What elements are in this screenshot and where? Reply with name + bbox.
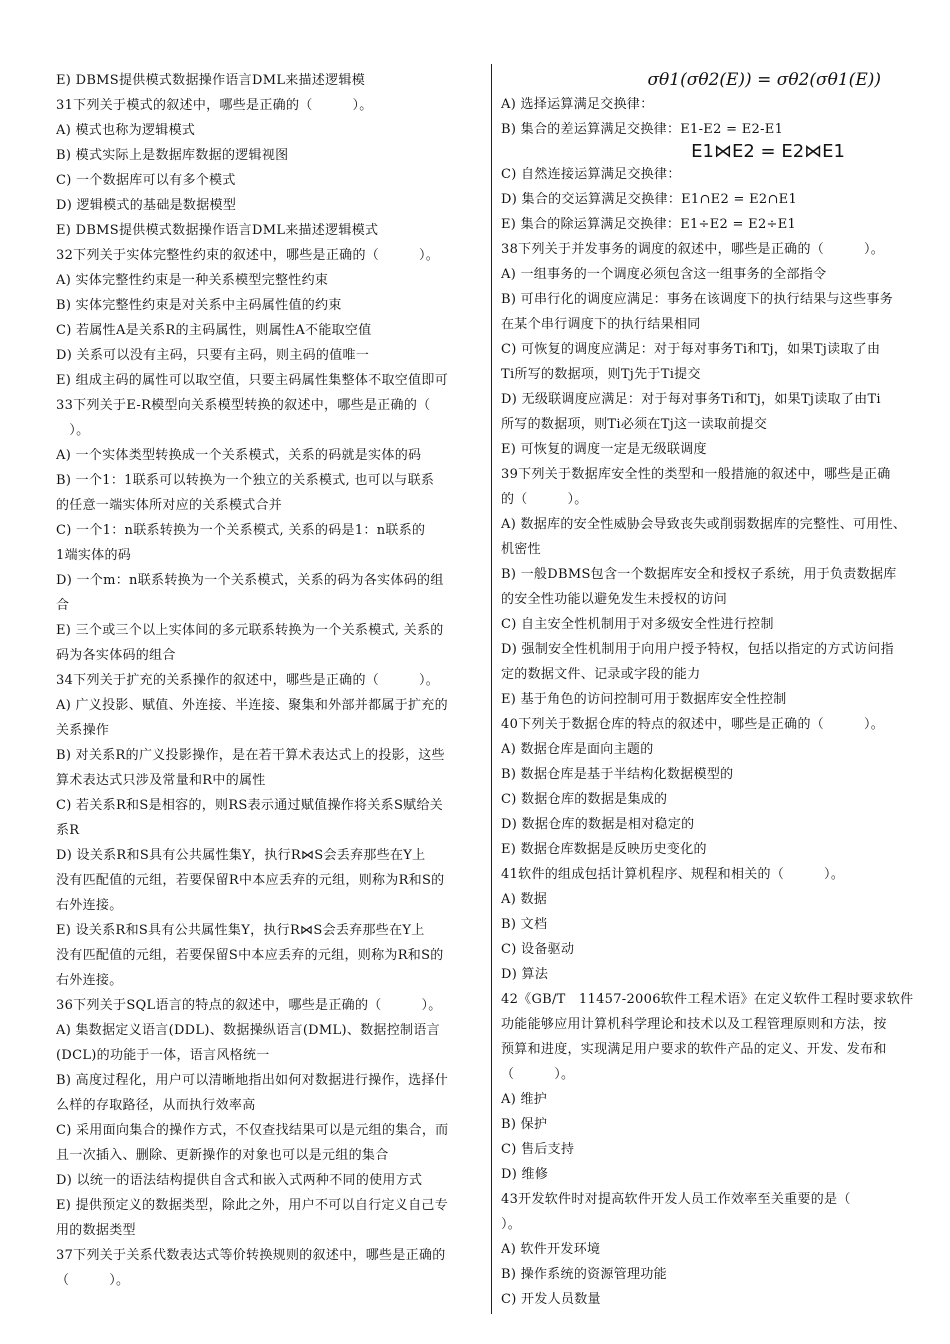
right-text-line: Ti所写的数据项，则Tj先于Ti提交 bbox=[501, 367, 701, 382]
left-text-line: 没有匹配值的元组，若要保留R中本应丢弃的元组，则称为R和S的 bbox=[56, 873, 445, 888]
left-text-line: C) 若属性A是关系R的主码属性，则属性A不能取空值 bbox=[56, 323, 372, 338]
right-column-body bbox=[501, 162, 931, 1312]
left-text-line: B) 模式实际上是数据库数据的逻辑视图 bbox=[56, 148, 289, 163]
left-column bbox=[56, 68, 488, 1293]
right-text-line: 在某个串行调度下的执行结果相同 bbox=[501, 317, 701, 332]
right-text-line: A) 一组事务的一个调度必须包含这一组事务的全部指令 bbox=[501, 267, 827, 282]
left-text-line: A) 广义投影、赋值、外连接、半连接、聚集和外部并都属于扩充的 bbox=[56, 698, 448, 713]
left-text-line: ）。 bbox=[56, 423, 90, 438]
left-text-line: D) 关系可以没有主码，只要有主码，则主码的值唯一 bbox=[56, 348, 370, 363]
left-text-line: A) 一个实体类型转换成一个关系模式，关系的码就是实体的码 bbox=[56, 448, 422, 463]
left-text-line: D) 以统一的语法结构提供自含式和嵌入式两种不同的使用方式 bbox=[56, 1173, 423, 1188]
right-text-line: 所写的数据项，则Ti必须在Tj这一读取前提交 bbox=[501, 417, 768, 432]
left-text-line: (DCL)的功能于一体，语言风格统一 bbox=[56, 1048, 270, 1063]
left-text-line: C) 一个1：n联系转换为一个关系模式, 关系的码是1：n联系的 bbox=[56, 523, 426, 538]
left-text-line: C) 若关系R和S是相容的，则RS表示通过赋值操作将关系S赋给关 bbox=[56, 798, 444, 813]
right-column bbox=[501, 68, 931, 1312]
left-text-line: 么样的存取路径，从而执行效率高 bbox=[56, 1098, 256, 1113]
right-text-line: C) 自主安全性机制用于对多级安全性进行控制 bbox=[501, 617, 774, 632]
right-text-line: ）。 bbox=[501, 1217, 522, 1232]
left-text-line: A) 集数据定义语言(DDL)、数据操纵语言(DML)、数据控制语言 bbox=[56, 1023, 440, 1038]
left-text-line: E) DBMS提供模式数据操作语言DML来描述逻辑模式 bbox=[56, 223, 379, 238]
left-text-line: E) 设关系R和S具有公共属性集Y，执行R⋈S会丢弃那些在Y上 bbox=[56, 923, 425, 938]
right-text-line: E) 集合的除运算满足交换律：E1÷E2 = E2÷E1 bbox=[501, 217, 797, 232]
right-text-line: （ ）。 bbox=[501, 1067, 575, 1082]
right-text-line: D) 集合的交运算满足交换律：E1∩E2 = E2∩E1 bbox=[501, 192, 798, 207]
right-text-line: 的安全性功能以避免发生未授权的访问 bbox=[501, 592, 728, 607]
right-text-line: 43开发软件时对提高软件开发人员工作效率至关重要的是（ bbox=[501, 1192, 851, 1207]
right-text-line: D) 算法 bbox=[501, 967, 549, 982]
left-text-line: 1端实体的码 bbox=[56, 548, 132, 563]
right-text-line: B) 一般DBMS包含一个数据库安全和授权子系统，用于负责数据库 bbox=[501, 567, 897, 582]
left-text-line: C) 采用面向集合的操作方式，不仅查找结果可以是元组的集合，而 bbox=[56, 1123, 449, 1138]
right-text-line: B) 可串行化的调度应满足：事务在该调度下的执行结果与这些事务 bbox=[501, 292, 894, 307]
left-text-line: 37下列关于关系代数表达式等价转换规则的叙述中，哪些是正确的 bbox=[56, 1248, 446, 1263]
right-text-line: A) 数据仓库是面向主题的 bbox=[501, 742, 654, 757]
right-text-line: 预算和进度，实现满足用户要求的软件产品的定义、开发、发布和 bbox=[501, 1042, 887, 1057]
left-text-line: B) 一个1：1联系可以转换为一个独立的关系模式, 也可以与联系 bbox=[56, 473, 435, 488]
left-text-line: B) 对关系R的广义投影操作，是在若干算术表达式上的投影，这些 bbox=[56, 748, 445, 763]
left-text-line: 且一次插入、删除、更新操作的对象也可以是元组的集合 bbox=[56, 1148, 389, 1163]
right-text-line: C) 数据仓库的数据是集成的 bbox=[501, 792, 668, 807]
right-text-line: C) 设备驱动 bbox=[501, 942, 575, 957]
right-text-line: 42《GB/T 11457-2006软件工程术语》在定义软件工程时要求软件 bbox=[501, 992, 914, 1007]
left-text-line: 系R bbox=[56, 823, 80, 838]
left-text-line: E) 组成主码的属性可以取空值，只要主码属性集整体不取空值即可 bbox=[56, 373, 448, 388]
left-text-line: 右外连接。 bbox=[56, 973, 123, 988]
left-text-line: D) 逻辑模式的基础是数据模型 bbox=[56, 198, 237, 213]
left-text-line: 36下列关于SQL语言的特点的叙述中，哪些是正确的（ ）。 bbox=[56, 998, 442, 1013]
right-text-line: 定的数据文件、记录或字段的能力 bbox=[501, 667, 701, 682]
left-text-line: 33下列关于E-R模型向关系模型转换的叙述中，哪些是正确的（ bbox=[56, 398, 431, 413]
right-text-line: C) 可恢复的调度应满足：对于每对事务Ti和Tj，如果Tj读取了由 bbox=[501, 342, 881, 357]
left-text-line: E) DBMS提供模式数据操作语言DML来描述逻辑模 bbox=[56, 73, 366, 88]
right-text-line: E) 基于角色的访问控制可用于数据库安全性控制 bbox=[501, 692, 787, 707]
right-text-line: D) 强制安全性机制用于向用户授予特权，包括以指定的方式访问指 bbox=[501, 642, 894, 657]
right-text-line: A) 数据库的安全性威胁会导致丧失或削弱数据库的完整性、可用性、 bbox=[501, 517, 907, 532]
join-commutative-formula: E1⋈E2 = E2⋈E1 bbox=[691, 141, 845, 162]
left-text-line: 码为各实体码的组合 bbox=[56, 648, 176, 663]
right-text-line: B) 文档 bbox=[501, 917, 548, 932]
left-text-line: 没有匹配值的元组，若要保留S中本应丢弃的元组，则称为R和S的 bbox=[56, 948, 444, 963]
left-text-line: 合 bbox=[56, 598, 70, 613]
right-text-line: C) 开发人员数量 bbox=[501, 1292, 601, 1307]
right-text-line: A) 软件开发环境 bbox=[501, 1242, 601, 1257]
left-text-line: 右外连接。 bbox=[56, 898, 123, 913]
left-text-line: C) 一个数据库可以有多个模式 bbox=[56, 173, 236, 188]
right-text-line: A) 维护 bbox=[501, 1092, 548, 1107]
left-text-line: （ ）。 bbox=[56, 1273, 130, 1288]
right-text-line: 功能能够应用计算机科学理论和技术以及工程管理原则和方法，按 bbox=[501, 1017, 887, 1032]
right-text-line: B) 集合的差运算满足交换律：E1-E2 = E2-E1 bbox=[501, 122, 784, 137]
right-text-line: A) 数据 bbox=[501, 892, 548, 907]
right-text-line: D) 维修 bbox=[501, 1167, 549, 1182]
left-text-line: D) 一个m：n联系转换为一个关系模式，关系的码为各实体码的组 bbox=[56, 573, 444, 588]
left-text-line: 的任意一端实体所对应的关系模式合并 bbox=[56, 498, 283, 513]
right-text-line: 的（ ）。 bbox=[501, 492, 588, 507]
left-text-line: B) 高度过程化，用户可以清晰地指出如何对数据进行操作，选择什 bbox=[56, 1073, 449, 1088]
right-text-line: D) 无级联调度应满足：对于每对事务Ti和Tj，如果Tj读取了由Ti bbox=[501, 392, 881, 407]
left-text-line: A) 实体完整性约束是一种关系模型完整性约束 bbox=[56, 273, 329, 288]
right-text-line: B) 数据仓库是基于半结构化数据模型的 bbox=[501, 767, 734, 782]
right-text-line: D) 数据仓库的数据是相对稳定的 bbox=[501, 817, 695, 832]
right-text-line: B) 操作系统的资源管理功能 bbox=[501, 1267, 667, 1282]
left-text-line: 31下列关于模式的叙述中，哪些是正确的（ ）。 bbox=[56, 98, 373, 113]
right-text-line: 40下列关于数据仓库的特点的叙述中，哪些是正确的（ ）。 bbox=[501, 717, 885, 732]
right-text-line: 39下列关于数据库安全性的类型和一般措施的叙述中，哪些是正确 bbox=[501, 467, 891, 482]
left-text-line: 算术表达式只涉及常量和R中的属性 bbox=[56, 773, 266, 788]
left-text-line: 34下列关于扩充的关系操作的叙述中，哪些是正确的（ ）。 bbox=[56, 673, 440, 688]
left-text-line: E) 三个或三个以上实体间的多元联系转换为一个关系模式, 关系的 bbox=[56, 623, 444, 638]
right-text-line: A) 选择运算满足交换律： bbox=[501, 97, 654, 112]
right-text-line: 38下列关于并发事务的调度的叙述中，哪些是正确的（ ）。 bbox=[501, 242, 885, 257]
right-text-line: E) 可恢复的调度一定是无级联调度 bbox=[501, 442, 707, 457]
left-text-line: B) 实体完整性约束是对关系中主码属性值的约束 bbox=[56, 298, 342, 313]
left-text-line: E) 提供预定义的数据类型，除此之外，用户不可以自行定义自己专 bbox=[56, 1198, 448, 1213]
right-text-line: 机密性 bbox=[501, 542, 541, 557]
right-text-line: C) 售后支持 bbox=[501, 1142, 575, 1157]
left-text-line: 32下列关于实体完整性约束的叙述中，哪些是正确的（ ）。 bbox=[56, 248, 440, 263]
selection-commutative-formula: σθ1(σθ2(E)) = σθ2(σθ1(E)) bbox=[647, 70, 881, 90]
left-text-line: 用的数据类型 bbox=[56, 1223, 136, 1238]
right-text-line: B) 保护 bbox=[501, 1117, 548, 1132]
left-text-line: D) 设关系R和S具有公共属性集Y，执行R⋈S会丢弃那些在Y上 bbox=[56, 848, 426, 863]
left-text-line: 关系操作 bbox=[56, 723, 110, 738]
left-text-line: A) 模式也称为逻辑模式 bbox=[56, 123, 196, 138]
right-text-line: C) 自然连接运算满足交换律： bbox=[501, 167, 681, 182]
right-text-line: 41软件的组成包括计算机程序、规程和相关的（ ）。 bbox=[501, 867, 845, 882]
right-text-line: E) 数据仓库数据是反映历史变化的 bbox=[501, 842, 707, 857]
column-divider bbox=[491, 64, 492, 1314]
